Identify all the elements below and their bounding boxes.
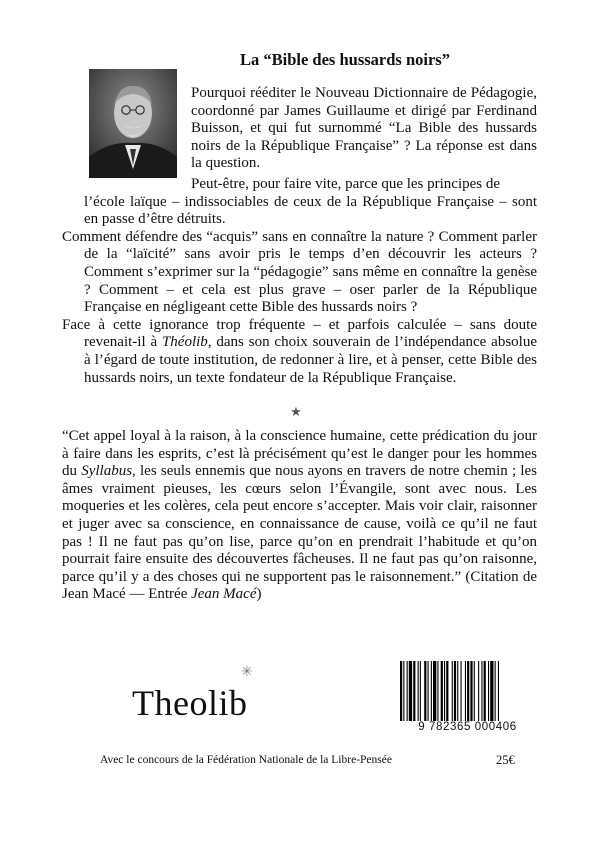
paragraph-theolib-start: Face à cette ignorance trop fréquente – et parfois calculée – sans doute revenait-il à xyxy=(62,316,537,351)
intro-block xyxy=(191,85,537,173)
jean-mace-quote xyxy=(62,428,537,604)
theolib-name: Théolib xyxy=(161,334,208,351)
intro-paragraph-1: Pourquoi rééditer le Nouveau Dictionnaire de Pédagogie, coordonné par James Guillaume et dirigé par Ferdinand Buisson, et qui fut surnommé “La Bible des hussards noirs de la République Française” ? La réponse est dans la question. xyxy=(191,85,537,172)
quote-paragraph xyxy=(62,428,537,604)
isbn-number: 9 782365 000406 xyxy=(418,721,517,733)
separator-star-icon: ★ xyxy=(290,405,302,420)
logo-text: Theolib xyxy=(132,683,248,723)
intro-paragraph-2-first-line: Peut-être, pour faire vite, parce que les principes de xyxy=(191,176,501,192)
quote-part-2: , les seuls ennemis que nous ayons en travers de notre chemin ; les âmes vraiment pieuses, les cœurs selon l’Évangile, sont avec nous. Les moqueries et les colères, cela peut encore s’accepter. Mais voir clair, raisonner et juger avec sa conscience, en connaissance de cause, voilà ce qu’il ne faut pas ! Il ne faut pas qu’on lise, parce qu’on en prendrait l’habitude et qu’on pourrait faire ensuite des découvertes fâcheuses. Il ne faut pas qu’on raisonne, parce qu’il y a des choses qui ne supportent pas le raisonnement.” (Citation de Jean Macé — Entrée xyxy=(62,463,537,603)
intro-paragraph-2 xyxy=(62,176,537,229)
paragraph-theolib xyxy=(62,317,537,387)
quote-entry-name: Jean Macé xyxy=(191,586,257,603)
barcode xyxy=(398,661,537,721)
quote-syllabus: Syllabus xyxy=(81,463,133,480)
quote-part-3: ) xyxy=(256,586,262,603)
quote-part-1: “Cet appel loyal à la raison, à la conscience humaine, cette prédication du jour à faire dans les esprits, c’est là précisément qu’est le danger pour les hommes du xyxy=(62,428,537,480)
logo-star-icon: ✳ xyxy=(241,664,253,680)
price: 25€ xyxy=(496,753,515,767)
theolib-logo xyxy=(126,664,276,734)
footer-credit: Avec le concours de la Fédération Nationale de la Libre-Pensée xyxy=(100,754,392,766)
paragraph-theolib-end: , dans son choix souverain de l’indépendance absolue à l’égard de toute institution, de redonner à lire, et à penser, cette Bible des hussards noirs, un texte fondateur de la République Française. xyxy=(84,334,537,386)
intro-continuation xyxy=(62,176,537,387)
paragraph-questions: Comment défendre des “acquis” sans en connaître la nature ? Comment parler de la “laïcité” sans avoir pris le temps d’en découvrir les acteurs ? Comment s’exprimer sur la “pédagogie” sans même en connaître la genèse ? Comment – et cela est plus grave – oser parler de la République Française en négligeant cette Bible des hussards noirs ? xyxy=(62,228,537,316)
book-title: La “Bible des hussards noirs” xyxy=(240,50,450,69)
intro-paragraph-2-rest: l’école laïque – indissociables de ceux de la République Française – sont en passe d’être détruits. xyxy=(84,193,537,228)
author-portrait xyxy=(89,69,177,178)
